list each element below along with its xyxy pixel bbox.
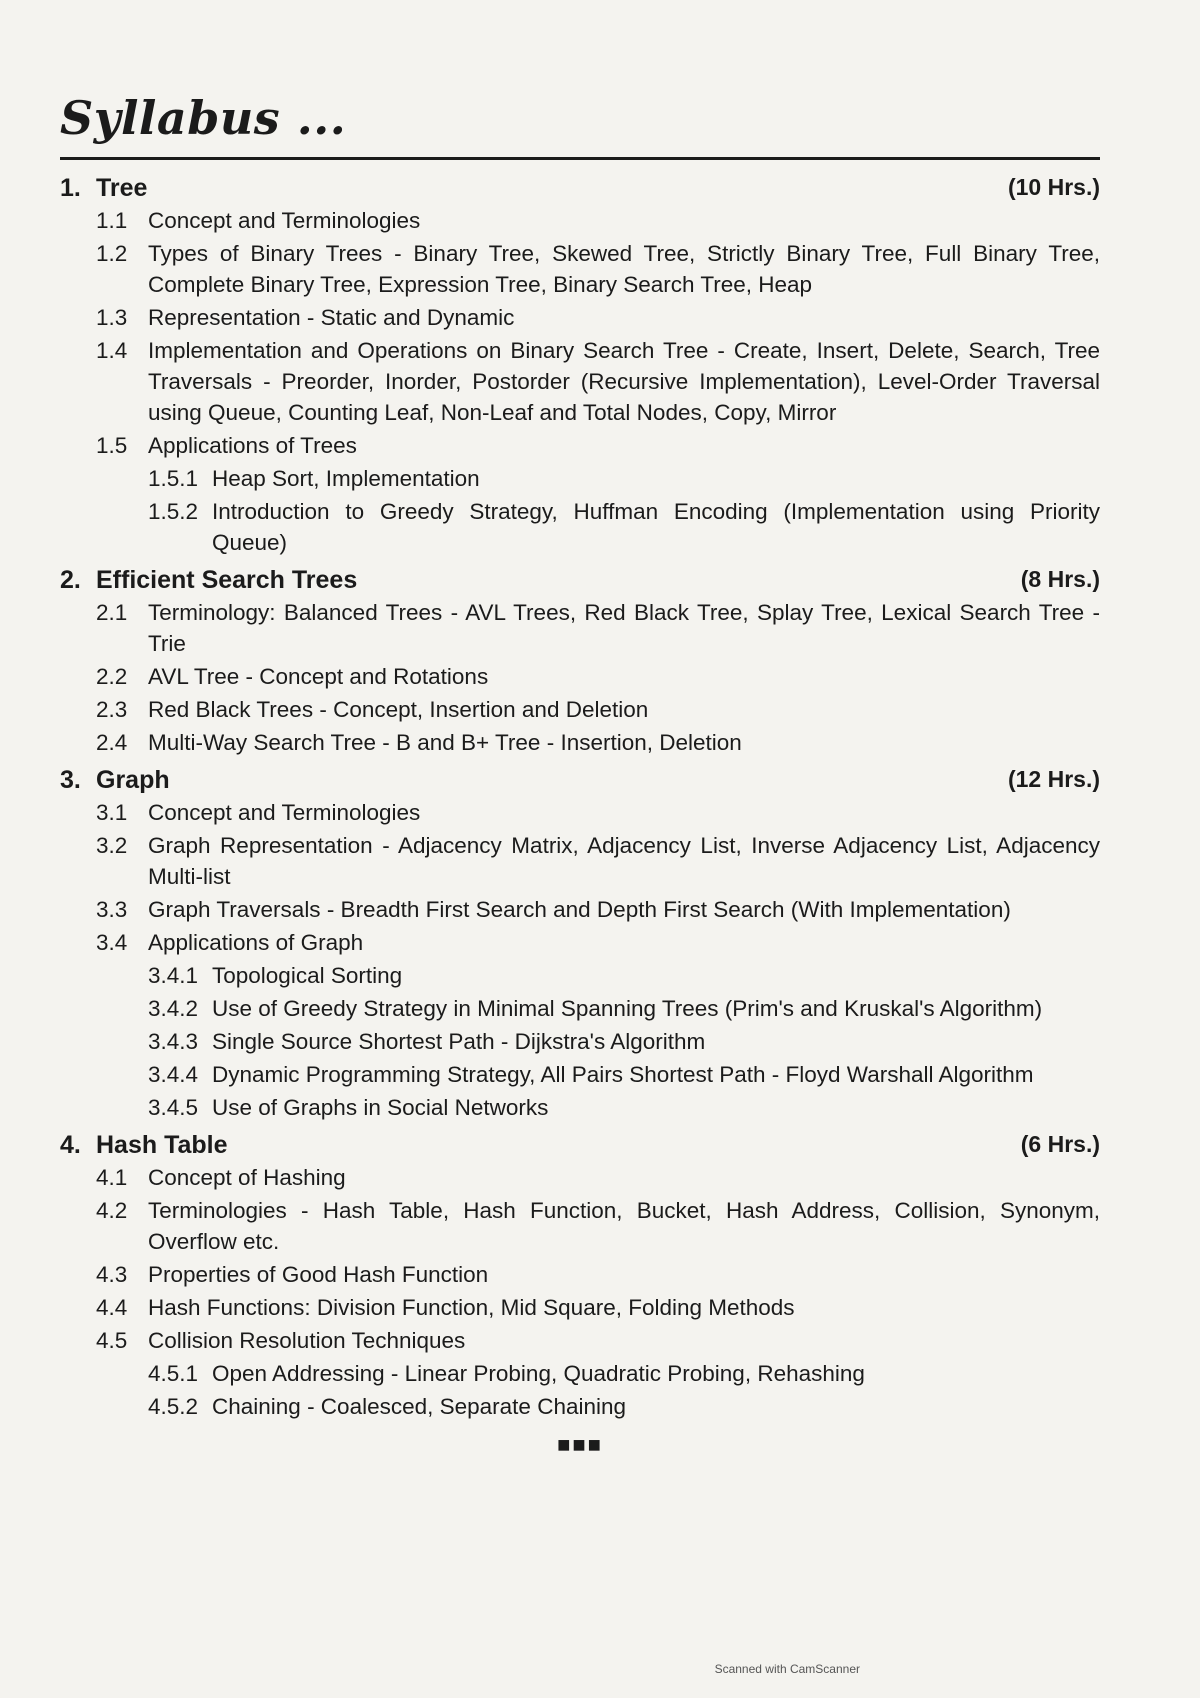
topic-text: Dynamic Programming Strategy, All Pairs Shortest Path - Floyd Warshall Algorithm [212,1061,1034,1087]
syllabus-sections [60,174,1100,1422]
section-heading [60,174,1100,203]
topic-text: Representation - Static and Dynamic [148,304,515,330]
section-2 [60,566,1100,758]
topic-item [60,1195,1100,1257]
section-title: Hash Table [96,1130,228,1159]
sub-topic-item [112,496,1100,558]
end-mark: ■■■ [557,1431,603,1457]
section-heading [60,766,1100,795]
topic-number: 1.2 [96,240,128,266]
topic-number: 4.5.2 [148,1393,199,1419]
section-title: Graph [96,765,170,794]
section-items [60,1162,1100,1422]
scanner-footer: Scanned with CamScanner [714,1662,860,1676]
topic-item [60,302,1100,333]
topic-item [60,894,1100,925]
sub-topic-item [112,463,1100,494]
section-hours: (6 Hrs.) [1020,1130,1100,1157]
topic-text: Concept and Terminologies [148,207,421,233]
topic-text: Types of Binary Trees - Binary Tree, Skewed Tree, Strictly Binary Tree, Full Binary Tree, Complete Binary Tree, Expression Tree, Binary Search Tree, Heap [148,240,1100,297]
topic-number: 2.2 [96,663,128,689]
topic-text: Applications of Trees [148,432,357,458]
topic-text: Concept and Terminologies [148,799,421,825]
topic-text: Graph Traversals - Breadth First Search and Depth First Search (With Implementation) [148,896,1011,922]
topic-item [60,1325,1100,1356]
topic-number: 1.1 [96,207,128,233]
topic-text: Chaining - Coalesced, Separate Chaining [212,1393,627,1419]
topic-number: 3.4.5 [148,1094,199,1120]
topic-text: AVL Tree - Concept and Rotations [148,663,489,689]
topic-number: 2.1 [96,599,128,625]
section-number: 3. [60,765,81,794]
topic-number: 1.5.2 [148,498,199,524]
topic-number: 4.1 [96,1164,128,1190]
topic-item [60,797,1100,828]
topic-text: Red Black Trees - Concept, Insertion and Deletion [148,696,649,722]
sub-topic-item [112,1026,1100,1057]
topic-item [60,335,1100,428]
topic-text: Applications of Graph [148,929,364,955]
sub-topic-item [112,1092,1100,1123]
topic-number: 3.4 [96,929,128,955]
topic-number: 1.5.1 [148,465,199,491]
title-rule [60,157,1100,160]
sub-topic-item [112,1358,1100,1389]
section-3 [60,766,1100,1123]
topic-number: 3.4.2 [148,995,199,1021]
section-4 [60,1131,1100,1422]
topic-number: 3.1 [96,799,128,825]
topic-item [60,430,1100,461]
topic-number: 3.4.1 [148,962,199,988]
section-hours: (8 Hrs.) [1020,565,1100,592]
section-number: 4. [60,1130,81,1159]
topic-item [60,205,1100,236]
topic-number: 3.2 [96,832,128,858]
topic-number: 4.5.1 [148,1360,199,1386]
topic-item [60,727,1100,758]
topic-number: 3.3 [96,896,128,922]
section-number: 2. [60,565,81,594]
sub-topic-item [112,993,1100,1024]
topic-text: Use of Graphs in Social Networks [212,1094,549,1120]
topic-text: Topological Sorting [212,962,403,988]
topic-number: 4.4 [96,1294,128,1320]
topic-text: Properties of Good Hash Function [148,1261,489,1287]
section-number: 1. [60,173,81,202]
section-items [60,205,1100,558]
section-title: Tree [96,173,148,202]
sub-topic-item [112,960,1100,991]
topic-item [60,694,1100,725]
topic-number: 4.5 [96,1327,128,1353]
topic-text: Open Addressing - Linear Probing, Quadratic Probing, Rehashing [212,1360,865,1386]
section-title: Efficient Search Trees [96,565,358,594]
topic-text: Implementation and Operations on Binary Search Tree - Create, Insert, Delete, Search, Tree Traversals - Preorder, Inorder, Postorder (Recursive Implementation), Level-Order Traversal using Queue, Counting Leaf, Non-Leaf and Total Nodes, Copy, Mirror [148,337,1100,425]
topic-text: Collision Resolution Techniques [148,1327,466,1353]
topic-number: 4.2 [96,1197,128,1223]
topic-text: Single Source Shortest Path - Dijkstra's Algorithm [212,1028,706,1054]
topic-number: 3.4.4 [148,1061,199,1087]
topic-number: 1.3 [96,304,128,330]
topic-item [60,661,1100,692]
section-heading [60,566,1100,595]
topic-item [60,830,1100,892]
topic-number: 1.5 [96,432,128,458]
topic-item [60,597,1100,659]
topic-item [60,238,1100,300]
topic-number: 4.3 [96,1261,128,1287]
section-hours: (12 Hrs.) [1007,765,1100,792]
topic-number: 1.4 [96,337,128,363]
topic-number: 2.4 [96,729,128,755]
sub-topic-item [112,1059,1100,1090]
topic-text: Terminologies - Hash Table, Hash Function, Bucket, Hash Address, Collision, Synonym, Overflow etc. [148,1197,1100,1254]
section-heading [60,1131,1100,1160]
topic-text: Heap Sort, Implementation [212,465,480,491]
topic-item [60,1259,1100,1290]
topic-text: Introduction to Greedy Strategy, Huffman Encoding (Implementation using Priority Queue) [212,498,1100,555]
topic-item [60,1292,1100,1323]
topic-number: 3.4.3 [148,1028,199,1054]
sub-topic-item [112,1391,1100,1422]
section-items [60,597,1100,758]
section-1 [60,174,1100,558]
section-items [60,797,1100,1123]
topic-item [60,927,1100,958]
topic-text: Multi-Way Search Tree - B and B+ Tree - Insertion, Deletion [148,729,742,755]
topic-text: Use of Greedy Strategy in Minimal Spanning Trees (Prim's and Kruskal's Algorithm) [212,995,1043,1021]
section-hours: (10 Hrs.) [1007,173,1100,200]
topic-text: Concept of Hashing [148,1164,346,1190]
topic-text: Terminology: Balanced Trees - AVL Trees, Red Black Tree, Splay Tree, Lexical Search Tree -Trie [148,599,1100,656]
topic-text: Hash Functions: Division Function, Mid Square, Folding Methods [148,1294,795,1320]
topic-number: 2.3 [96,696,128,722]
topic-text: Graph Representation - Adjacency Matrix, Adjacency List, Inverse Adjacency List, Adjacency Multi-list [148,832,1100,889]
page-title: Syllabus ... [60,91,347,145]
topic-item [60,1162,1100,1193]
